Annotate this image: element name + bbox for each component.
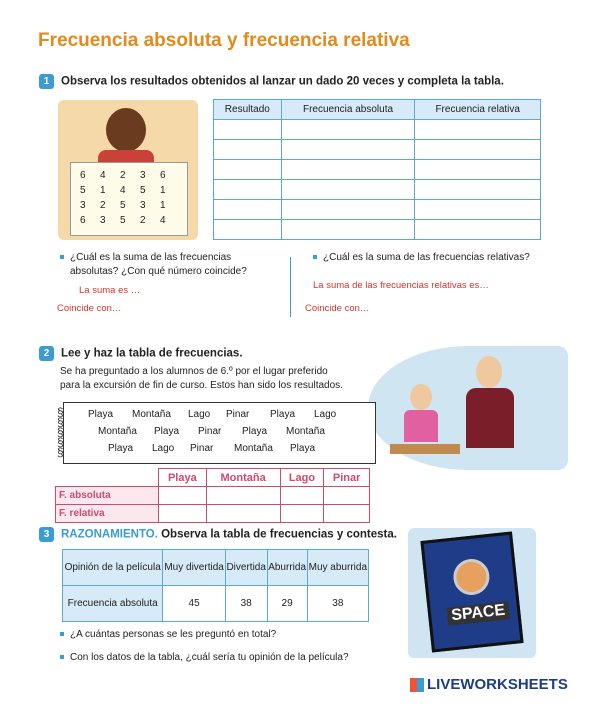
poster-title: SPACE [447,601,510,625]
dice-value: 6 [80,215,86,226]
question-opinion [60,651,349,665]
cell[interactable] [281,180,415,200]
value: 38 [307,586,368,622]
cell[interactable] [324,487,370,505]
cell[interactable] [281,160,415,180]
col-muy-aburrida: Muy aburrida [307,550,368,586]
results-table [213,99,541,240]
place-word: Pinar [190,443,214,454]
boy-illustration [58,100,198,240]
place-word: Playa [270,409,296,420]
p1: Se ha preguntado a los alumnos de 6.º por el lugar preferido [60,366,328,377]
section-number: 3 [39,527,54,542]
place-frequency-table [55,468,370,523]
col-muy-divertida: Muy divertida [163,550,225,586]
q-opinion: Con los datos de la tabla, ¿cuál sería tu opinión de la película? [70,652,349,663]
cell[interactable] [324,505,370,523]
spiral-icon: § § § § § [57,405,64,459]
freq-header: Frecuencia absoluta [63,586,163,622]
place-word: Playa [290,443,316,454]
cell[interactable] [415,220,541,240]
cell[interactable] [214,200,282,220]
dice-value: 5 [140,185,146,196]
dice-value: 1 [160,200,166,211]
poster-frame [420,531,523,652]
place-word: Playa [242,426,268,437]
dice-value: 2 [100,200,106,211]
q-total: ¿A cuántas personas se les preguntó en total? [70,629,277,640]
value: 29 [267,586,307,622]
dice-value: 4 [160,215,166,226]
opinion-table [62,549,369,622]
dice-value: 6 [80,170,86,181]
answer-coincide-1[interactable]: Coincide con… [57,303,122,314]
place-word: Lago [152,443,175,454]
cell[interactable] [214,180,282,200]
cell[interactable] [214,220,282,240]
notepad-results [57,402,376,464]
value: 45 [163,586,225,622]
liveworksheets-logo[interactable] [410,676,568,693]
boy-head [106,108,146,152]
dice-value: 3 [100,215,106,226]
section-1-heading [39,74,504,89]
cell[interactable] [206,505,280,523]
cell[interactable] [415,200,541,220]
dice-value: 5 [80,185,86,196]
question-total [60,628,276,642]
col-frec-abs: Frecuencia absoluta [281,100,415,120]
empty-corner [56,469,159,487]
cell[interactable] [281,140,415,160]
question-sum-abs [60,251,247,279]
divider [290,257,291,317]
space-poster [408,528,536,658]
cell[interactable] [281,220,415,240]
value: 38 [225,586,267,622]
dice-value: 3 [80,200,86,211]
place-word: Montaña [234,443,273,454]
cell[interactable] [415,120,541,140]
col-frec-rel: Frecuencia relativa [415,100,541,120]
cell[interactable] [415,140,541,160]
place-word: Montaña [132,409,171,420]
place-word: Montaña [286,426,325,437]
cell[interactable] [281,200,415,220]
col-montana: Montaña [206,469,280,487]
teacher-head [476,356,502,388]
dice-value: 1 [100,185,106,196]
q1a: ¿Cuál es la suma de las frecuencias [70,252,232,263]
section-3-text: Observa la tabla de frecuencias y contesta. [161,528,397,541]
dice-value: 3 [140,170,146,181]
question-sum-rel [313,251,530,265]
cell[interactable] [214,140,282,160]
desk [390,444,460,454]
dice-value: 1 [160,185,166,196]
page-title: Frecuencia absoluta y frecuencia relativa [38,30,410,51]
section-1-text: Observa los resultados obtenidos al lanzar un dado 20 veces y completa la tabla. [61,75,504,88]
teacher-body [466,388,514,448]
section-2-heading [39,346,243,361]
section-2-text: Lee y haz la tabla de frecuencias. [61,347,243,360]
logo-text: LIVEWORKSHEETS [427,676,568,693]
q2: ¿Cuál es la suma de las frecuencias relativas? [323,252,530,263]
col-lago: Lago [280,469,324,487]
col-playa: Playa [159,469,207,487]
dice-value: 2 [120,170,126,181]
row-abs: F. absoluta [56,487,159,505]
dice-value: 3 [140,200,146,211]
col-pinar: Pinar [324,469,370,487]
dice-value: 5 [120,215,126,226]
answer-sum-abs[interactable]: La suma es … [79,285,141,296]
razonamiento-label: RAZONAMIENTO. [61,528,158,541]
place-word: Montaña [98,426,137,437]
answer-coincide-2[interactable]: Coincide con… [305,303,370,314]
cell[interactable] [214,160,282,180]
dice-value: 4 [120,185,126,196]
col-aburrida: Aburrida [267,550,307,586]
place-word: Lago [314,409,337,420]
cell[interactable] [415,160,541,180]
section-number: 1 [39,74,54,89]
cell[interactable] [159,505,207,523]
cell[interactable] [415,180,541,200]
dice-value: 6 [160,170,166,181]
cell[interactable] [280,487,324,505]
cell[interactable] [206,487,280,505]
dice-value: 4 [100,170,106,181]
opinion-header: Opinión de la película [63,550,163,586]
student-head [410,384,432,410]
place-word: Lago [188,409,211,420]
col-resultado: Resultado [214,100,282,120]
section-2-paragraph [60,365,343,393]
dice-sheet [70,162,188,236]
teacher-illustration [368,346,568,470]
answer-sum-rel[interactable]: La suma de las frecuencias relativas es… [313,280,489,291]
logo-icon [410,678,424,692]
q1b: absolutas? ¿Con qué número coincide? [70,266,247,277]
cell[interactable] [214,120,282,140]
cell[interactable] [281,120,415,140]
place-word: Playa [108,443,134,454]
section-3-heading [39,527,397,542]
place-word: Pinar [226,409,250,420]
dice-value: 2 [140,215,146,226]
place-word: Playa [88,409,114,420]
place-word: Playa [154,426,180,437]
astronaut-icon [452,557,492,597]
col-divertida: Divertida [225,550,267,586]
cell[interactable] [280,505,324,523]
student-body [404,410,438,442]
section-number: 2 [39,346,54,361]
p2: para la excursión de fin de curso. Estos han sido los resultados. [60,380,343,391]
row-rel: F. relativa [56,505,159,523]
cell[interactable] [159,487,207,505]
dice-value: 5 [120,200,126,211]
place-word: Pinar [198,426,222,437]
